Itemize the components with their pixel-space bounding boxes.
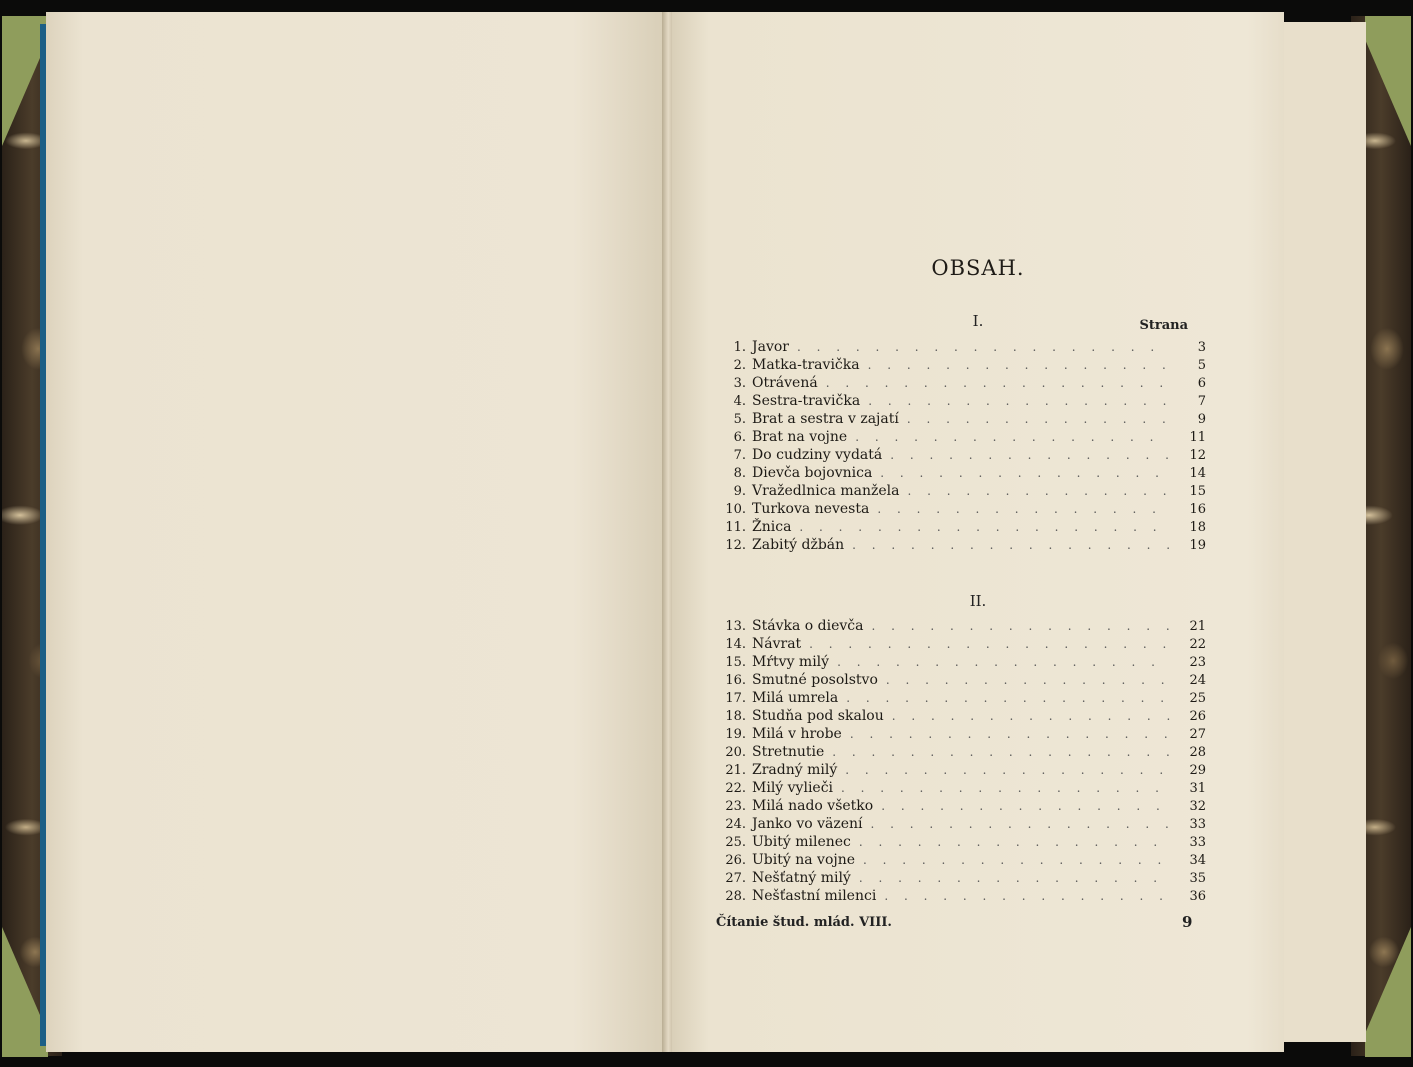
entry-title: Sestra-travička (752, 393, 861, 409)
contents-page (672, 12, 1284, 1052)
entry-number: 16. (725, 673, 746, 688)
entry-page: 21 (1189, 619, 1206, 634)
contents-entry (716, 780, 1206, 798)
entry-title: Vražedlnica manžela (752, 483, 900, 499)
entry-page: 23 (1189, 655, 1206, 670)
contents-entry (716, 618, 1206, 636)
entry-page: 9 (1197, 412, 1206, 427)
entry-page: 36 (1189, 889, 1206, 904)
contents-entry (716, 501, 1206, 519)
dot-leader (880, 466, 1170, 480)
contents-list (716, 618, 1206, 906)
entry-page: 19 (1189, 538, 1206, 553)
entry-title: Žnica (752, 519, 792, 535)
contents-entry (716, 834, 1206, 852)
dot-leader (884, 889, 1170, 903)
entry-number: 23. (725, 799, 746, 814)
entry-page: 6 (1197, 376, 1206, 391)
entry-page: 29 (1189, 763, 1206, 778)
dot-leader (868, 394, 1170, 408)
entry-title: Dievča bojovnica (752, 465, 873, 481)
entry-title: Matka-travička (752, 357, 860, 373)
contents-entry (716, 537, 1206, 555)
entry-title: Ubitý milenec (752, 834, 851, 850)
entry-page: 35 (1189, 871, 1206, 886)
entry-title: Mŕtvy milý (752, 654, 830, 670)
entry-page: 7 (1197, 394, 1206, 409)
dot-leader (908, 484, 1170, 498)
entry-page: 22 (1189, 637, 1206, 652)
dot-leader (871, 619, 1170, 633)
dot-leader (826, 376, 1170, 390)
entry-number: 5. (733, 412, 746, 427)
contents-entry (716, 888, 1206, 906)
entry-number: 4. (733, 394, 746, 409)
contents-entry (716, 636, 1206, 654)
entry-page: 34 (1189, 853, 1206, 868)
entry-title: Zradný milý (752, 762, 838, 778)
entry-number: 21. (725, 763, 746, 778)
entry-number: 17. (725, 691, 746, 706)
dot-leader (859, 871, 1170, 885)
dot-leader (886, 673, 1170, 687)
entry-title: Do cudziny vydatá (752, 447, 883, 463)
entry-page: 33 (1189, 835, 1206, 850)
contents-entry (716, 690, 1206, 708)
contents-entry (716, 798, 1206, 816)
entry-title: Milá v hrobe (752, 726, 842, 742)
contents-entry (716, 654, 1206, 672)
contents-entry (716, 708, 1206, 726)
entry-page: 31 (1189, 781, 1206, 796)
entry-title: Brat a sestra v zajatí (752, 411, 899, 427)
entry-page: 26 (1189, 709, 1206, 724)
dot-leader (850, 727, 1170, 741)
page-column-label: Strana (1139, 318, 1188, 333)
contents-entry (716, 429, 1206, 447)
entry-number: 27. (725, 871, 746, 886)
contents-entry (716, 411, 1206, 429)
contents-entry (716, 447, 1206, 465)
entry-number: 28. (725, 889, 746, 904)
contents-entry (716, 393, 1206, 411)
entry-title: Otrávená (752, 375, 818, 391)
entry-page: 25 (1189, 691, 1206, 706)
underlying-page (1280, 22, 1366, 1042)
dot-leader (799, 520, 1170, 534)
contents-entry (716, 465, 1206, 483)
entry-page: 5 (1197, 358, 1206, 373)
dot-leader (859, 835, 1170, 849)
entry-number: 8. (733, 466, 746, 481)
dot-leader (871, 817, 1170, 831)
entry-number: 7. (733, 448, 746, 463)
contents-entry (716, 672, 1206, 690)
entry-number: 22. (725, 781, 746, 796)
entry-title: Stretnutie (752, 744, 825, 760)
contents-entry (716, 762, 1206, 780)
entry-page: 28 (1189, 745, 1206, 760)
contents-entry (716, 816, 1206, 834)
entry-number: 20. (725, 745, 746, 760)
dot-leader (852, 538, 1170, 552)
entry-title: Smutné posolstvo (752, 672, 878, 688)
entry-page: 16 (1189, 502, 1206, 517)
contents-entry (716, 375, 1206, 393)
entry-number: 25. (725, 835, 746, 850)
contents-entry (716, 519, 1206, 537)
entry-title: Stávka o dievča (752, 618, 864, 634)
entry-number: 26. (725, 853, 746, 868)
signature-mark: Čítanie štud. mlád. VIII. (716, 915, 892, 930)
dot-leader (837, 655, 1170, 669)
entry-page: 33 (1189, 817, 1206, 832)
entry-page: 27 (1189, 727, 1206, 742)
entry-page: 11 (1189, 430, 1206, 445)
entry-number: 2. (733, 358, 746, 373)
contents-entry (716, 852, 1206, 870)
entry-number: 13. (725, 619, 746, 634)
entry-number: 19. (725, 727, 746, 742)
dot-leader (832, 745, 1170, 759)
entry-number: 14. (725, 637, 746, 652)
entry-page: 3 (1197, 340, 1206, 355)
dot-leader (809, 637, 1170, 651)
entry-page: 14 (1189, 466, 1206, 481)
contents-entry (716, 339, 1206, 357)
entry-number: 9. (733, 484, 746, 499)
entry-title: Milý vylieči (752, 780, 834, 796)
entry-title: Milá nado všetko (752, 798, 874, 814)
left-page (46, 12, 666, 1052)
entry-number: 1. (733, 340, 746, 355)
dot-leader (863, 853, 1170, 867)
dot-leader (845, 763, 1170, 777)
dot-leader (877, 502, 1170, 516)
entry-number: 18. (725, 709, 746, 724)
entry-number: 15. (725, 655, 746, 670)
entry-title: Nešťatný milý (752, 870, 851, 886)
entry-title: Janko vo väzení (752, 816, 863, 832)
entry-title: Studňa pod skalou (752, 708, 884, 724)
entry-title: Turkova nevesta (752, 501, 870, 517)
dot-leader (892, 709, 1170, 723)
entry-title: Javor (752, 339, 789, 355)
entry-title: Zabitý džbán (752, 537, 845, 553)
contents-entry (716, 357, 1206, 375)
entry-title: Nešťastní milenci (752, 888, 877, 904)
entry-number: 10. (725, 502, 746, 517)
contents-entry (716, 726, 1206, 744)
dot-leader (890, 448, 1170, 462)
contents-list (716, 339, 1206, 555)
dot-leader (868, 358, 1170, 372)
entry-page: 18 (1189, 520, 1206, 535)
entry-number: 6. (733, 430, 746, 445)
contents-entry (716, 870, 1206, 888)
entry-page: 32 (1189, 799, 1206, 814)
entry-number: 3. (733, 376, 746, 391)
dot-leader (855, 430, 1170, 444)
entry-title: Milá umrela (752, 690, 839, 706)
contents-entry (716, 483, 1206, 501)
dot-leader (907, 412, 1170, 426)
section-numeral: II. (969, 592, 987, 610)
entry-number: 12. (725, 538, 746, 553)
dot-leader (797, 340, 1170, 354)
dot-leader (881, 799, 1170, 813)
entry-page: 24 (1189, 673, 1206, 688)
dot-leader (841, 781, 1170, 795)
entry-title: Ubitý na vojne (752, 852, 856, 868)
dot-leader (846, 691, 1170, 705)
entry-number: 11. (725, 520, 746, 535)
entry-page: 12 (1189, 448, 1206, 463)
signature-number: 9 (1182, 913, 1193, 931)
entry-page: 15 (1189, 484, 1206, 499)
contents-heading: OBSAH. (931, 256, 1025, 280)
contents-entry (716, 744, 1206, 762)
section-numeral: I. (972, 312, 984, 330)
entry-title: Návrat (752, 636, 802, 652)
entry-title: Brat na vojne (752, 429, 848, 445)
entry-number: 24. (725, 817, 746, 832)
